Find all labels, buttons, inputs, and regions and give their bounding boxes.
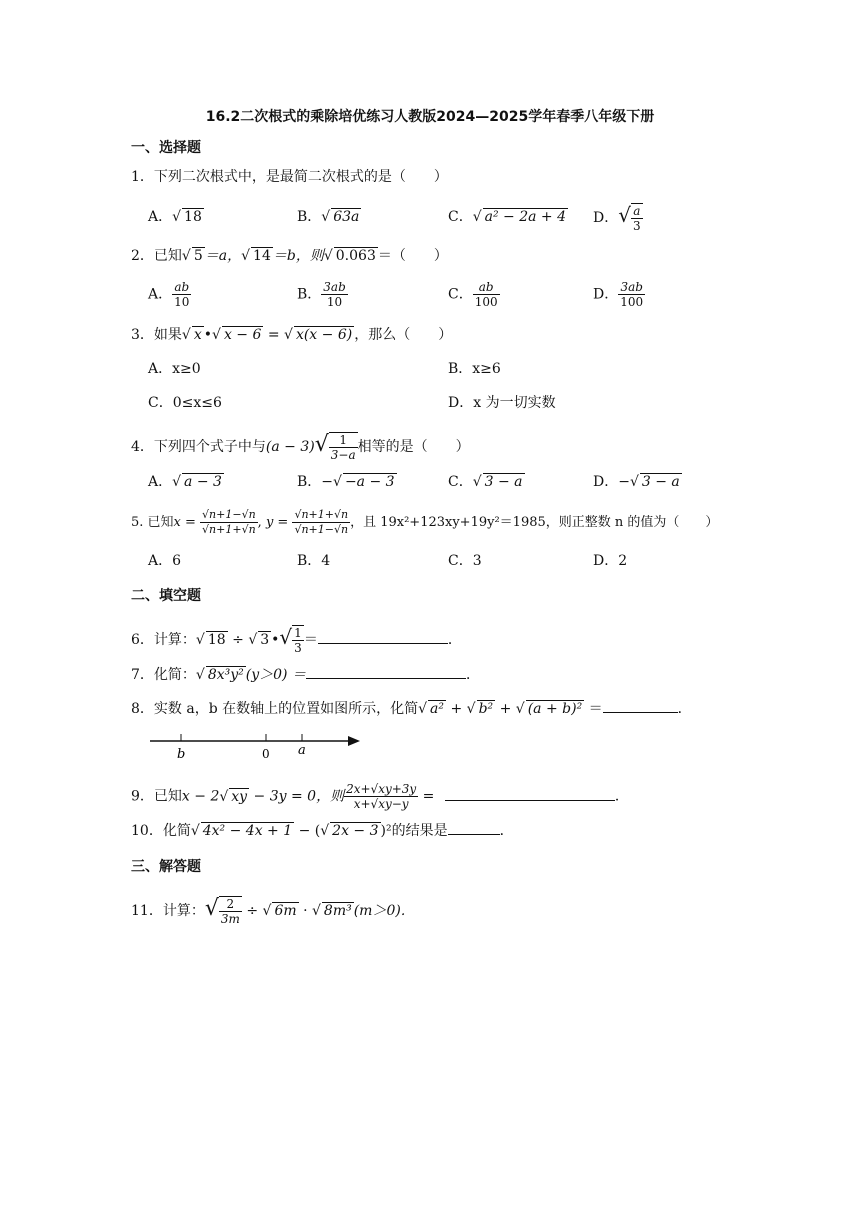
expression: x − 2: [181, 788, 220, 805]
operator: ·: [298, 903, 312, 919]
radicand: 63a: [333, 209, 360, 225]
q5-option-a: A．6: [148, 553, 182, 569]
stem-text: ．: [465, 667, 480, 683]
sqrt-symbol: √: [284, 327, 293, 343]
radicand: xy: [231, 788, 248, 805]
radicand: b²: [478, 701, 494, 717]
option-label: B．: [297, 286, 322, 303]
sqrt-symbol: √: [279, 625, 293, 649]
axis-label-b: b: [177, 747, 186, 762]
sqrt-symbol: √: [262, 903, 272, 919]
numerator: a: [631, 204, 643, 219]
operator: +: [446, 701, 467, 717]
stem-text: 2．已知: [131, 248, 182, 264]
radicand: a²: [430, 701, 445, 717]
answer-blank[interactable]: [318, 629, 448, 644]
stem-text: 4．下列四个式子中与: [131, 439, 266, 455]
question-10-stem: [131, 820, 514, 841]
question-11-stem: [131, 896, 415, 926]
condition: (y＞0) ＝: [245, 667, 306, 683]
denominator: 10: [174, 295, 190, 309]
numerator: 1: [294, 626, 302, 640]
operator: − (: [294, 823, 321, 839]
expression: y =: [265, 515, 293, 530]
stem-text: 11．计算：: [131, 903, 205, 919]
radicand: 18: [184, 209, 202, 225]
operator: =: [418, 788, 439, 805]
option-label: B．−: [297, 474, 334, 490]
radicand: 0.063: [335, 248, 376, 264]
question-2-stem: [131, 246, 448, 266]
stem-text: ．: [447, 632, 462, 648]
fraction: [219, 896, 242, 926]
stem-text: 10．化简: [131, 823, 191, 839]
arrow-head-icon: [348, 736, 360, 746]
expression: x =: [173, 515, 201, 530]
numerator: √n+1−√n: [202, 508, 256, 521]
sqrt-symbol: √: [466, 701, 476, 717]
denominator: 100: [620, 295, 644, 309]
stem-text: )²的结果是: [380, 823, 448, 839]
q2-option-d: [593, 280, 645, 309]
option-label: D．−: [593, 474, 630, 490]
q3-option-a: A．x≥0: [148, 361, 201, 377]
radicand: 5: [193, 248, 203, 264]
stem-text: ，且 19x²+123xy+19y²＝1985，则正整数 n 的值为（ ）: [350, 515, 719, 530]
radicand: 8m³: [323, 903, 352, 919]
stem-text: ＝a，: [204, 248, 242, 264]
radicand: x: [193, 327, 202, 343]
stem-text: 9．已知: [131, 788, 182, 805]
stem-text: 8．实数 a，b 在数轴上的位置如图所示，化简: [131, 701, 419, 717]
radicand: 14: [253, 248, 271, 264]
denominator: 3: [632, 219, 641, 233]
fraction: [329, 432, 358, 462]
q4-option-d: [593, 472, 682, 492]
q4-option-c: [448, 472, 525, 492]
sqrt-symbol: √: [181, 248, 191, 264]
document-title: 16.2二次根式的乘除培优练习人教版2024—2025学年春季八年级下册: [205, 109, 655, 125]
option-label: A．: [148, 209, 173, 225]
radicand: 3 − a: [484, 474, 523, 490]
operator: ＝: [584, 701, 603, 717]
q2-option-a: [148, 280, 191, 309]
sqrt-symbol: √: [472, 209, 482, 225]
sqrt-symbol: √: [321, 209, 331, 225]
radicand: (a + b)²: [527, 701, 583, 717]
operator: +: [495, 701, 516, 717]
radicand: 6m: [274, 903, 297, 919]
answer-blank[interactable]: [445, 786, 615, 801]
expression: (a − 3): [265, 439, 315, 455]
radicand: 3: [260, 632, 270, 648]
question-6-stem: [131, 625, 462, 655]
section-heading-fill: 二、填空题: [131, 588, 201, 604]
operator: •: [203, 327, 213, 343]
denominator: 3m: [220, 912, 240, 926]
question-4-stem: [131, 432, 470, 462]
sqrt-symbol: √: [195, 667, 205, 683]
radicand: 8x³y²: [207, 667, 244, 683]
radicand: 4x² − 4x + 1: [202, 823, 293, 839]
radicand: a − 3: [184, 474, 222, 490]
fraction: [344, 782, 418, 811]
sqrt-symbol: √: [172, 209, 182, 225]
numerator: 3ab: [323, 280, 346, 294]
denominator: √n+1−√n: [294, 523, 349, 536]
numerator: ab: [172, 280, 191, 295]
q5-option-c: C．3: [448, 553, 482, 569]
answer-blank[interactable]: [306, 664, 466, 679]
sqrt-symbol: √: [190, 823, 200, 839]
sqrt-symbol: √: [314, 432, 329, 457]
q4-option-b: [297, 472, 397, 492]
q1-option-b: [297, 207, 361, 227]
sqrt-symbol: √: [472, 474, 482, 490]
radicand: −a − 3: [344, 474, 395, 490]
stem-text: 相等的是（ ）: [357, 439, 470, 455]
sqrt-symbol: √: [204, 896, 219, 921]
radicand: a² − 2a + 4: [484, 209, 567, 225]
sqrt-symbol: √: [219, 788, 229, 805]
sqrt-symbol: √: [248, 632, 258, 648]
fraction: [473, 280, 500, 309]
q5-option-b: B．4: [297, 553, 331, 569]
fraction: [292, 508, 350, 537]
stem-text: ＝b，则: [272, 248, 324, 264]
stem-text: 7．化简：: [131, 667, 196, 683]
operator: ＝: [303, 632, 318, 648]
stem-text: 3．如果: [131, 327, 182, 343]
fraction: [321, 280, 347, 309]
q3-option-d: D．x 为一切实数: [448, 395, 556, 411]
numerator: ab: [473, 280, 500, 295]
sqrt-symbol: √: [172, 474, 182, 490]
axis-label-a: a: [298, 743, 306, 758]
radicand: 18: [207, 632, 226, 648]
numerator: 1: [329, 433, 358, 448]
fraction: [172, 280, 191, 309]
operator: ÷: [241, 903, 263, 919]
radicand: 3 − a: [641, 474, 680, 490]
sqrt-symbol: √: [212, 327, 221, 343]
section-heading-solve: 三、解答题: [131, 859, 201, 875]
option-label: B．: [297, 209, 322, 225]
q4-option-a: [148, 472, 224, 492]
sqrt-symbol: √: [195, 632, 205, 648]
question-3-stem: [131, 325, 452, 345]
q2-option-c: [448, 280, 500, 309]
sqrt-symbol: √: [618, 203, 631, 227]
radicand: x − 6: [223, 327, 262, 343]
section-heading-choice: 一、选择题: [131, 140, 201, 156]
sqrt-symbol: √: [515, 701, 525, 717]
fraction: [631, 203, 643, 233]
option-label: C．: [448, 286, 473, 303]
answer-blank[interactable]: [448, 820, 500, 835]
answer-blank[interactable]: [603, 698, 678, 713]
sqrt-symbol: √: [241, 248, 251, 264]
radicand: 2x − 3: [332, 823, 379, 839]
fraction: [200, 508, 258, 537]
denominator: √n+1+√n: [202, 523, 256, 536]
question-5-stem: [131, 508, 718, 537]
sqrt-symbol: √: [418, 701, 428, 717]
q1-option-c: [448, 207, 568, 227]
denominator: 3: [294, 641, 302, 655]
sqrt-symbol: √: [333, 474, 342, 490]
option-label: A．: [148, 286, 173, 303]
condition: (m＞0)．: [353, 903, 415, 919]
sqrt-symbol: √: [629, 474, 639, 490]
fraction: [618, 280, 645, 309]
axis-label-zero: 0: [262, 747, 270, 761]
sqrt-symbol: √: [320, 823, 330, 839]
question-8-stem: [131, 698, 692, 719]
radicand: x(x − 6): [295, 327, 353, 343]
q2-option-b: [297, 280, 348, 309]
sqrt-symbol: √: [323, 248, 333, 264]
question-7-stem: [131, 664, 480, 685]
operator: •: [271, 632, 280, 648]
numerator: 2x+√xy+3y: [346, 782, 417, 796]
denominator: 3−a: [330, 448, 356, 462]
stem-text: ．: [614, 788, 629, 805]
q5-option-d: D．2: [593, 553, 628, 569]
stem-text: ．: [677, 701, 692, 717]
number-line-figure: [150, 730, 365, 762]
option-label: D．: [593, 286, 619, 303]
stem-text: ＝（ ）: [377, 248, 448, 264]
numerator: 2: [219, 897, 242, 912]
option-label: D．: [593, 210, 619, 226]
stem-text: 5. 已知: [131, 515, 174, 530]
option-label: C．: [448, 474, 473, 490]
q1-option-a: [148, 207, 204, 227]
stem-text: ,: [257, 515, 266, 530]
q3-option-b: B．x≥6: [448, 361, 501, 377]
fraction: [292, 625, 304, 655]
denominator: x+√xy−y: [353, 797, 409, 811]
question-9-stem: [131, 782, 629, 811]
question-1-stem: 1．下列二次根式中，是最简二次根式的是（ ）: [131, 169, 448, 185]
q1-option-d: [593, 203, 643, 233]
sqrt-symbol: √: [311, 903, 321, 919]
sqrt-symbol: √: [181, 327, 191, 343]
option-label: C．: [448, 209, 473, 225]
numerator: √n+1+√n: [294, 508, 349, 521]
operator: ÷: [227, 632, 249, 648]
stem-text: ，那么（ ）: [354, 327, 453, 343]
denominator: 100: [474, 295, 498, 309]
numerator: 3ab: [618, 280, 645, 295]
option-label: A．: [148, 474, 173, 490]
stem-text: ．: [499, 823, 514, 839]
denominator: 10: [326, 295, 343, 309]
expression: − 3y = 0，则: [249, 788, 345, 805]
q3-option-c: C．0≤x≤6: [148, 395, 222, 411]
stem-text: 6．计算：: [131, 632, 196, 648]
operator: =: [263, 327, 285, 343]
